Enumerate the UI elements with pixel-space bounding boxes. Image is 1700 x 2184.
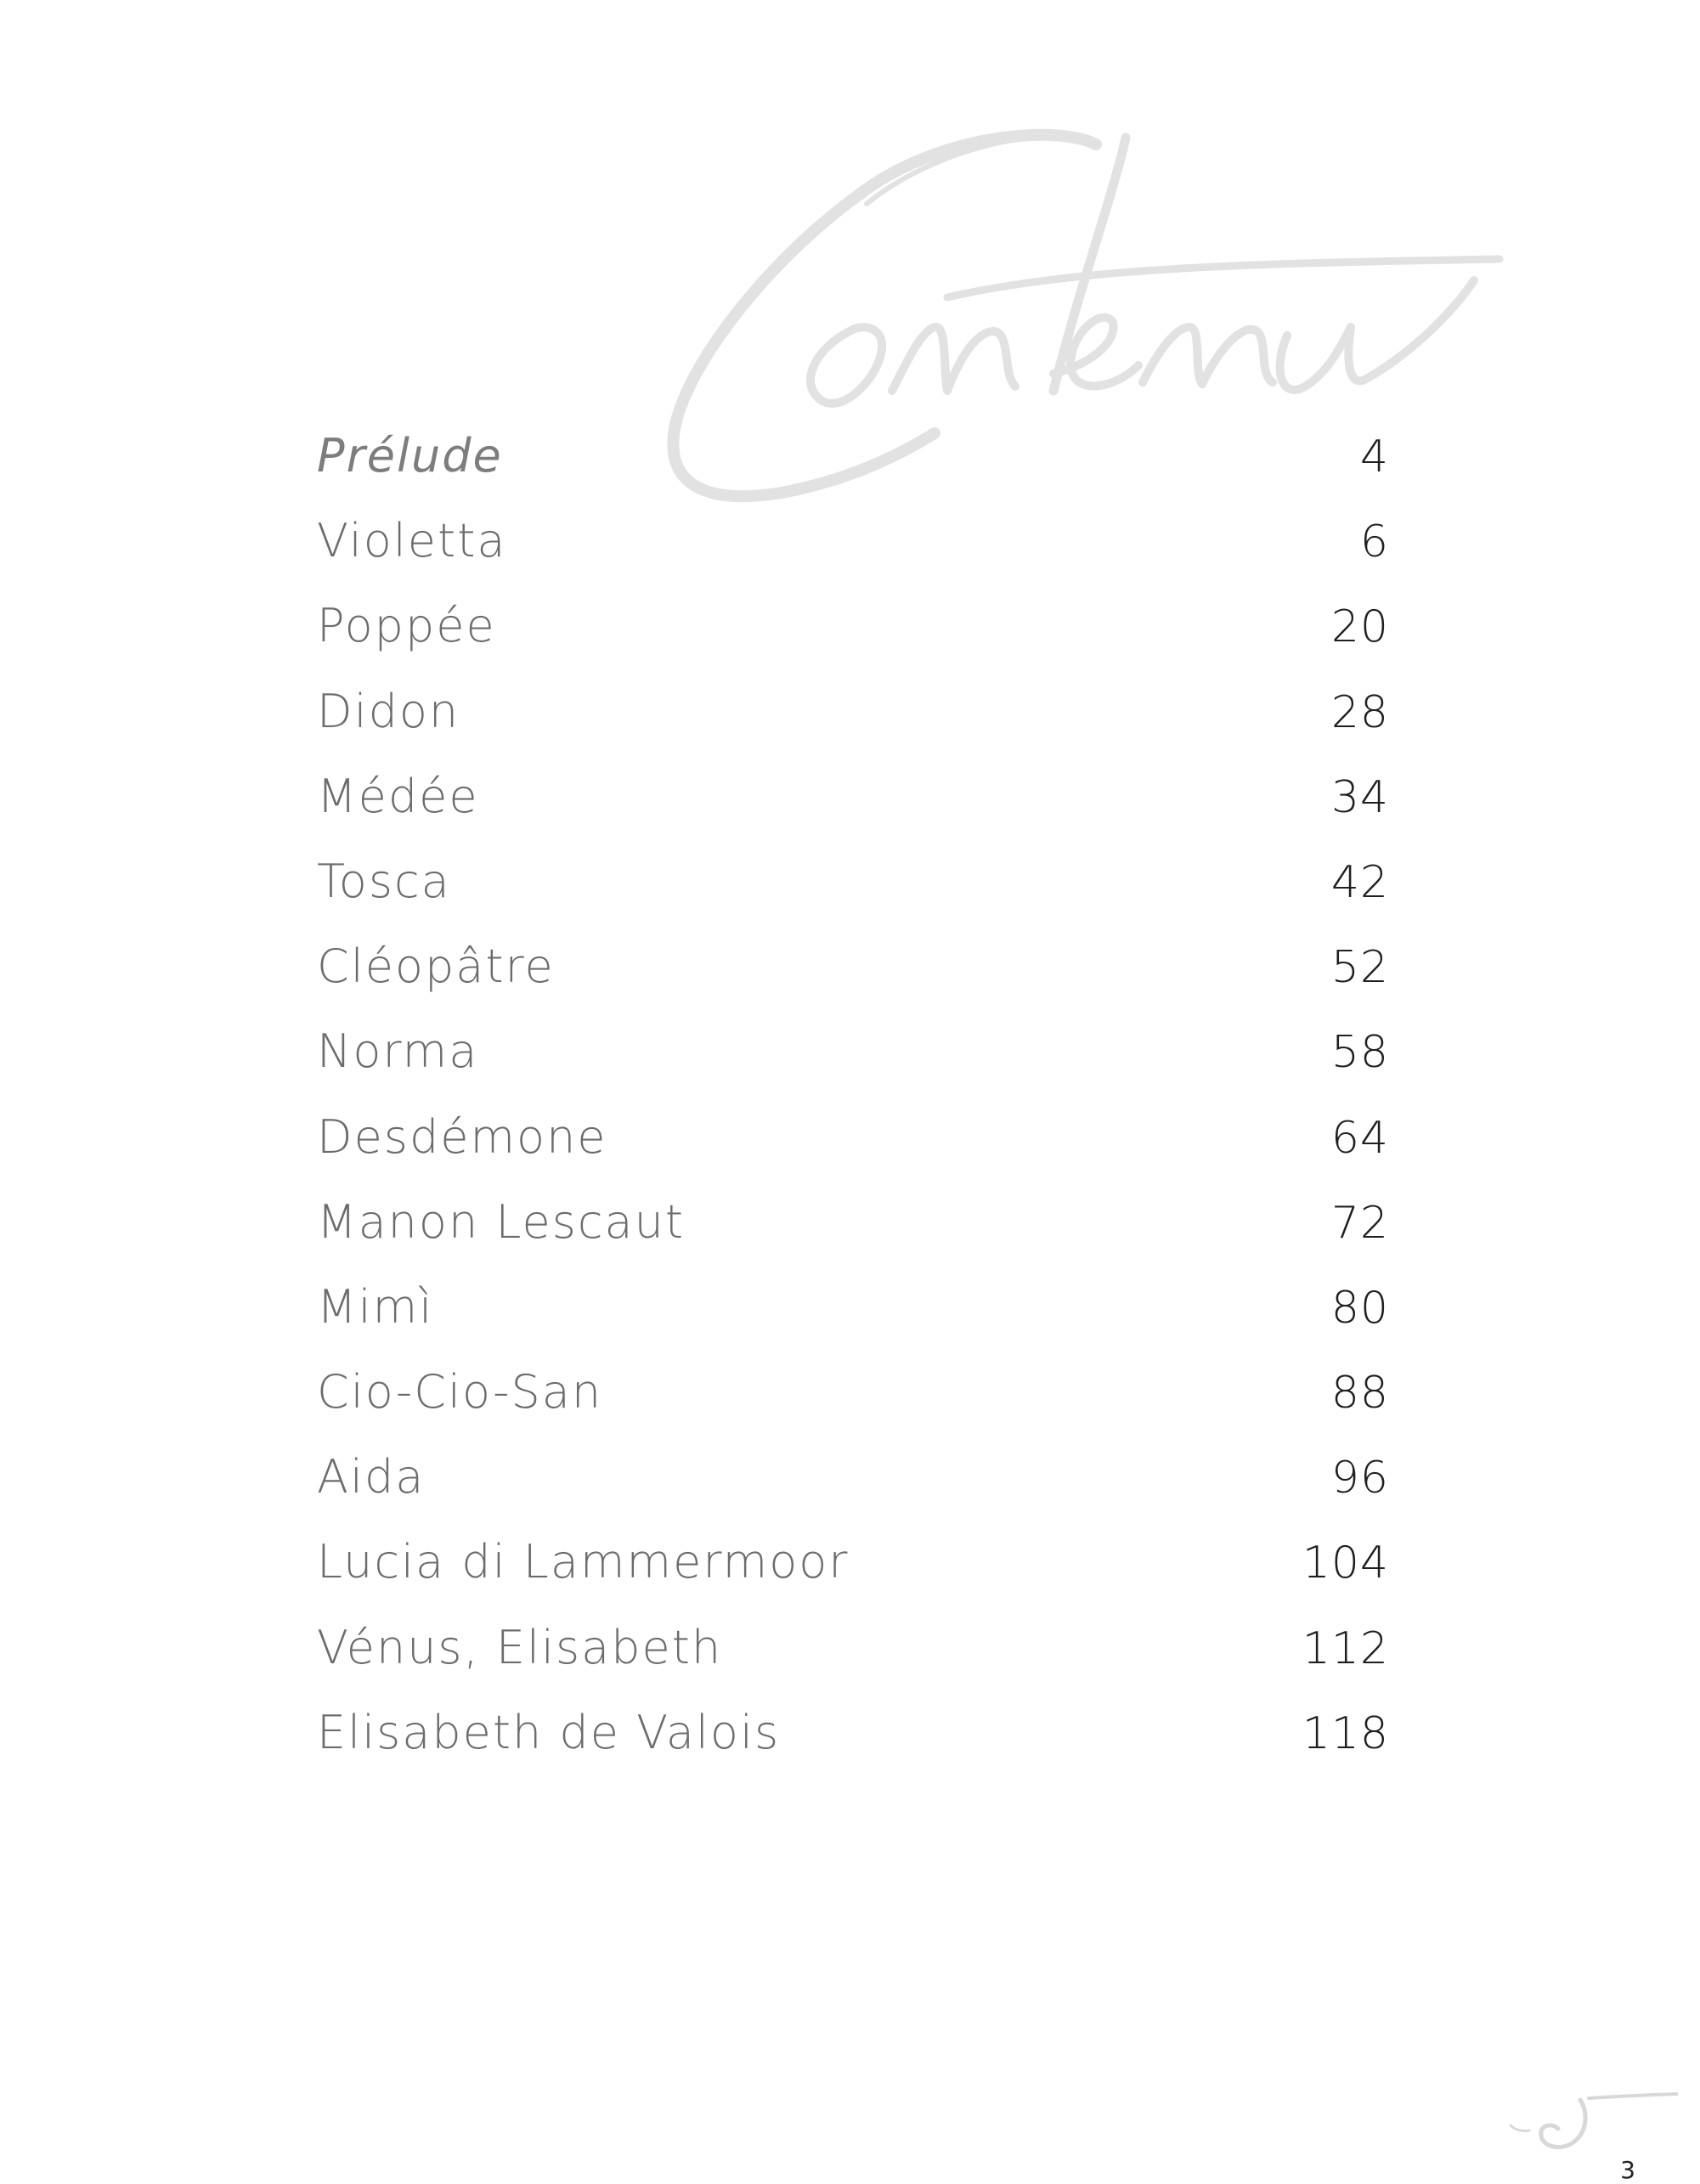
toc-entry-page-number: 96: [1330, 1453, 1389, 1504]
toc-entry-title: Desdémone: [317, 1109, 607, 1164]
toc-entry: [317, 1365, 1389, 1450]
toc-entry-page-number: 104: [1302, 1538, 1389, 1589]
toc-entry: [317, 685, 1389, 770]
toc-entry-page-number: 80: [1330, 1282, 1389, 1334]
toc-entry: [317, 940, 1389, 1024]
toc-entry-page-number: 6: [1359, 516, 1389, 568]
toc-entry-title: Tosca: [317, 854, 451, 908]
toc-entry-title: Poppée: [317, 599, 496, 653]
toc-entry-title: Violetta: [317, 514, 507, 568]
toc-entry-title: Lucia di Lammermoor: [317, 1535, 850, 1589]
toc-entry-page-number: 118: [1302, 1707, 1389, 1759]
toc-entry-page-number: 64: [1330, 1112, 1389, 1164]
toc-entry-title: Cio-Cio-San: [317, 1365, 603, 1419]
table-of-contents: [317, 429, 1389, 1791]
toc-entry: [317, 1280, 1389, 1365]
toc-entry-page-number: 34: [1330, 771, 1389, 823]
page-number: 3: [1620, 2156, 1635, 2184]
toc-entry-page-number: 20: [1330, 601, 1389, 653]
toc-entry: [317, 1621, 1389, 1706]
toc-entry: [317, 1706, 1389, 1791]
toc-entry-page-number: 72: [1330, 1197, 1389, 1249]
toc-entry-title: Cléopâtre: [317, 940, 555, 994]
toc-entry-title: Manon Lescaut: [317, 1194, 686, 1249]
toc-entry: [317, 599, 1389, 684]
swirl-ornament-icon: [1495, 2090, 1678, 2153]
toc-entry: [317, 1024, 1389, 1109]
toc-entry: [317, 855, 1389, 940]
toc-entry-title: Prélude: [317, 429, 503, 483]
toc-entry: [317, 1450, 1389, 1535]
toc-entry-page-number: 112: [1302, 1622, 1389, 1674]
toc-entry-page-number: 4: [1359, 432, 1389, 483]
toc-entry-page-number: 88: [1330, 1368, 1389, 1419]
toc-entry-title: Aida: [317, 1450, 426, 1504]
toc-entry-title: Norma: [317, 1024, 479, 1079]
toc-entry: [317, 1535, 1389, 1620]
toc-entry: [317, 1195, 1389, 1280]
toc-entry-title: Elisabeth de Valois: [317, 1705, 781, 1759]
toc-entry-page-number: 28: [1330, 686, 1389, 738]
toc-entry: [317, 770, 1389, 855]
toc-entry-title: Didon: [317, 684, 460, 738]
toc-entry: [317, 429, 1389, 514]
toc-entry-page-number: 58: [1330, 1027, 1389, 1079]
toc-entry-title: Médée: [317, 769, 479, 823]
toc-entry: [317, 514, 1389, 599]
toc-entry: [317, 1110, 1389, 1195]
toc-entry-title: Mimì: [317, 1279, 434, 1334]
toc-entry-page-number: 52: [1330, 942, 1389, 994]
toc-entry-title: Vénus, Elisabeth: [317, 1620, 723, 1674]
toc-entry-page-number: 42: [1330, 856, 1389, 908]
